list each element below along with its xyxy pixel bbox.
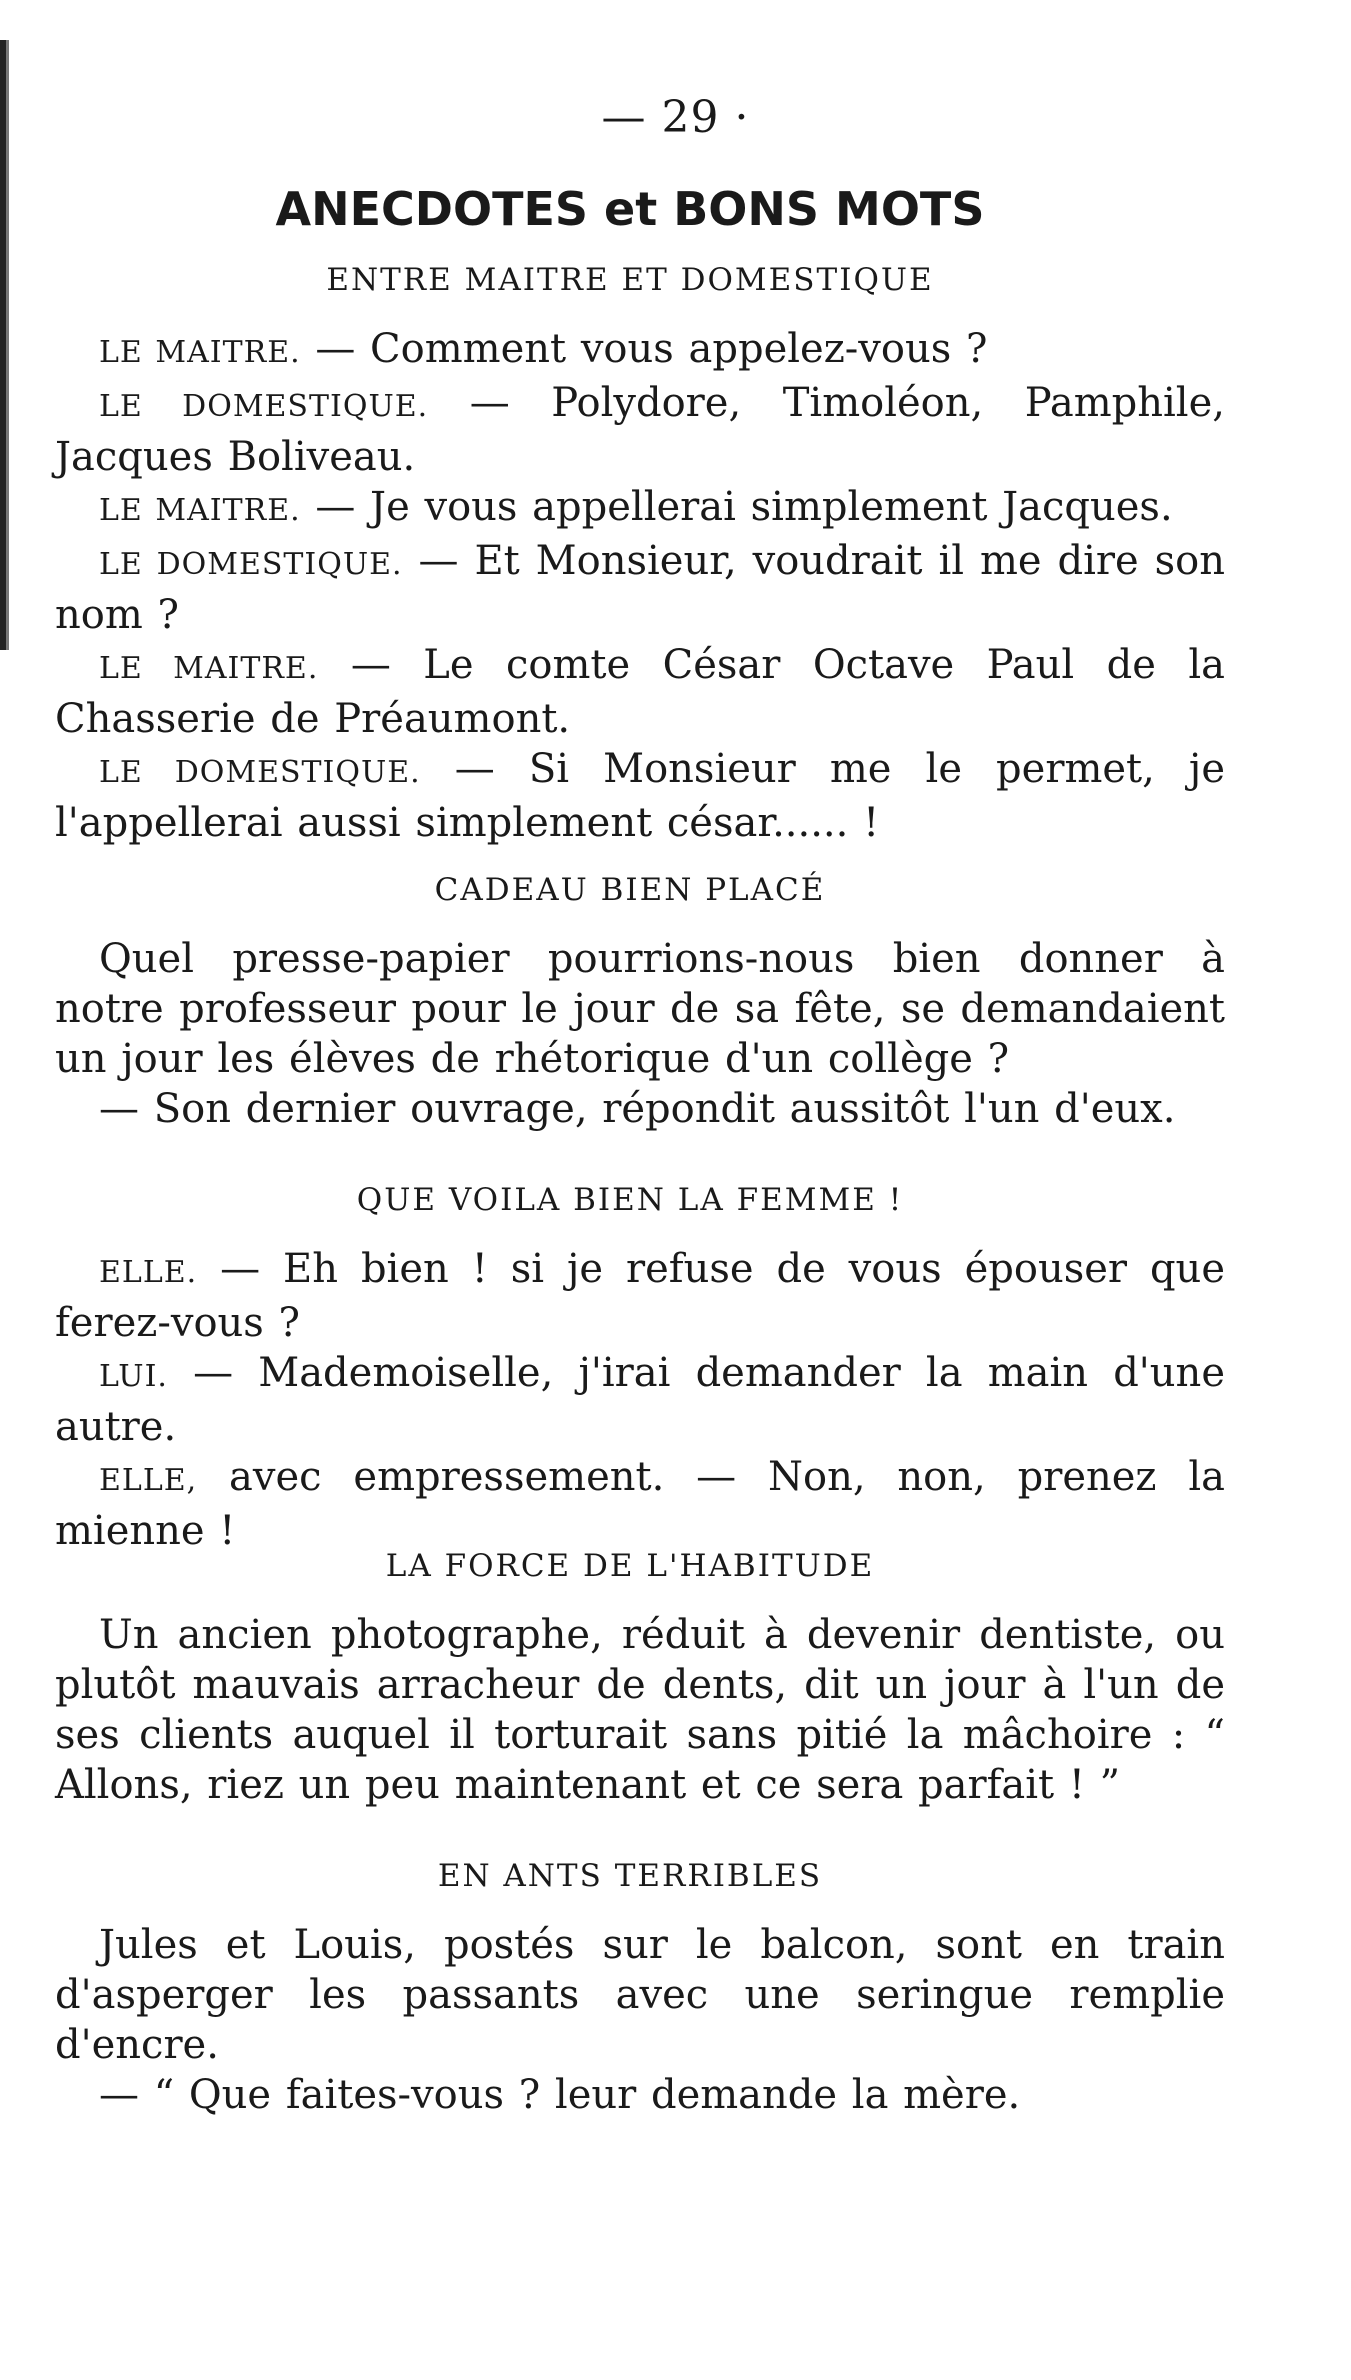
speaker: ELLE. bbox=[99, 1255, 198, 1290]
dialogue-text: avec empressement. — Non, non, prenez la mienne ! bbox=[55, 1454, 1225, 1554]
section-heading: EN ANTS TERRIBLES bbox=[437, 1858, 823, 1894]
section-habitude bbox=[55, 1548, 1225, 1810]
section-enfants bbox=[55, 1858, 1225, 2120]
speaker: LE MAITRE. bbox=[99, 335, 301, 370]
speaker: LE DOMESTIQUE. bbox=[99, 755, 421, 790]
paragraph: Quel presse-papier pourrions-nous bien donner à notre professeur pour le jour de sa fête, se demandaient un jour les élèves de rhétorique d'un collège ? bbox=[55, 936, 1225, 1082]
speaker: LE DOMESTIQUE. bbox=[99, 389, 429, 424]
paragraph: — Son dernier ouvrage, répondit aussitôt l'un d'eux. bbox=[99, 1086, 1176, 1132]
dialogue-text: — Je vous appellerai simplement Jacques. bbox=[315, 484, 1173, 530]
page-number: — 29 · bbox=[601, 92, 750, 143]
speaker: ELLE, bbox=[99, 1463, 198, 1498]
speaker: LE MAITRE. bbox=[99, 651, 319, 686]
dialogue-line bbox=[55, 378, 1225, 482]
dialogue-text: — Si Monsieur me le permet, je l'appellerai aussi simplement césar...... ! bbox=[55, 746, 1225, 846]
dialogue-line bbox=[55, 324, 1225, 378]
section-heading: CADEAU BIEN PLACÉ bbox=[434, 872, 826, 908]
section-maitre-domestique bbox=[55, 262, 1225, 848]
dialogue-text: — Polydore, Timoléon, Pamphile, Jacques Boliveau. bbox=[55, 380, 1225, 480]
section-heading: QUE VOILA BIEN LA FEMME ! bbox=[356, 1182, 904, 1218]
section-femme bbox=[55, 1182, 1225, 1556]
dialogue-line bbox=[55, 1348, 1225, 1452]
paragraph: — “ Que faites-vous ? leur demande la mère. bbox=[99, 2072, 1021, 2118]
speaker: LUI. bbox=[99, 1359, 168, 1394]
page-title: ANECDOTES et BONS MOTS bbox=[275, 182, 985, 236]
speaker: LE DOMESTIQUE. bbox=[99, 547, 403, 582]
dialogue-line bbox=[55, 640, 1225, 744]
paragraph: Jules et Louis, postés sur le balcon, sont en train d'asperger les passants avec une seringue remplie d'encre. bbox=[55, 1922, 1225, 2068]
dialogue-text: — Comment vous appelez-vous ? bbox=[315, 326, 988, 372]
section-cadeau bbox=[55, 872, 1225, 1134]
dialogue-text: — Mademoiselle, j'irai demander la main d'une autre. bbox=[55, 1350, 1225, 1450]
section-heading: ENTRE MAITRE ET DOMESTIQUE bbox=[326, 262, 934, 298]
dialogue-line bbox=[55, 536, 1225, 640]
speaker: LE MAITRE. bbox=[99, 493, 301, 528]
dialogue-text: — Et Monsieur, voudrait il me dire son nom ? bbox=[55, 538, 1226, 638]
dialogue-line bbox=[55, 1244, 1225, 1348]
dialogue-line bbox=[55, 1452, 1225, 1556]
section-heading: LA FORCE DE L'HABITUDE bbox=[385, 1548, 875, 1584]
dialogue-text: — Le comte César Octave Paul de la Chasserie de Préaumont. bbox=[55, 642, 1226, 742]
paragraph: Un ancien photographe, réduit à devenir dentiste, ou plutôt mauvais arracheur de dents, dit un jour à l'un de ses clients auquel il torturait sans pitié la mâchoire : “ Allons, riez un peu maintenant et ce sera parfait ! ” bbox=[55, 1612, 1225, 1808]
dialogue-line bbox=[55, 744, 1225, 848]
dialogue-line bbox=[55, 482, 1225, 536]
dialogue-text: — Eh bien ! si je refuse de vous épouser que ferez-vous ? bbox=[55, 1246, 1225, 1346]
